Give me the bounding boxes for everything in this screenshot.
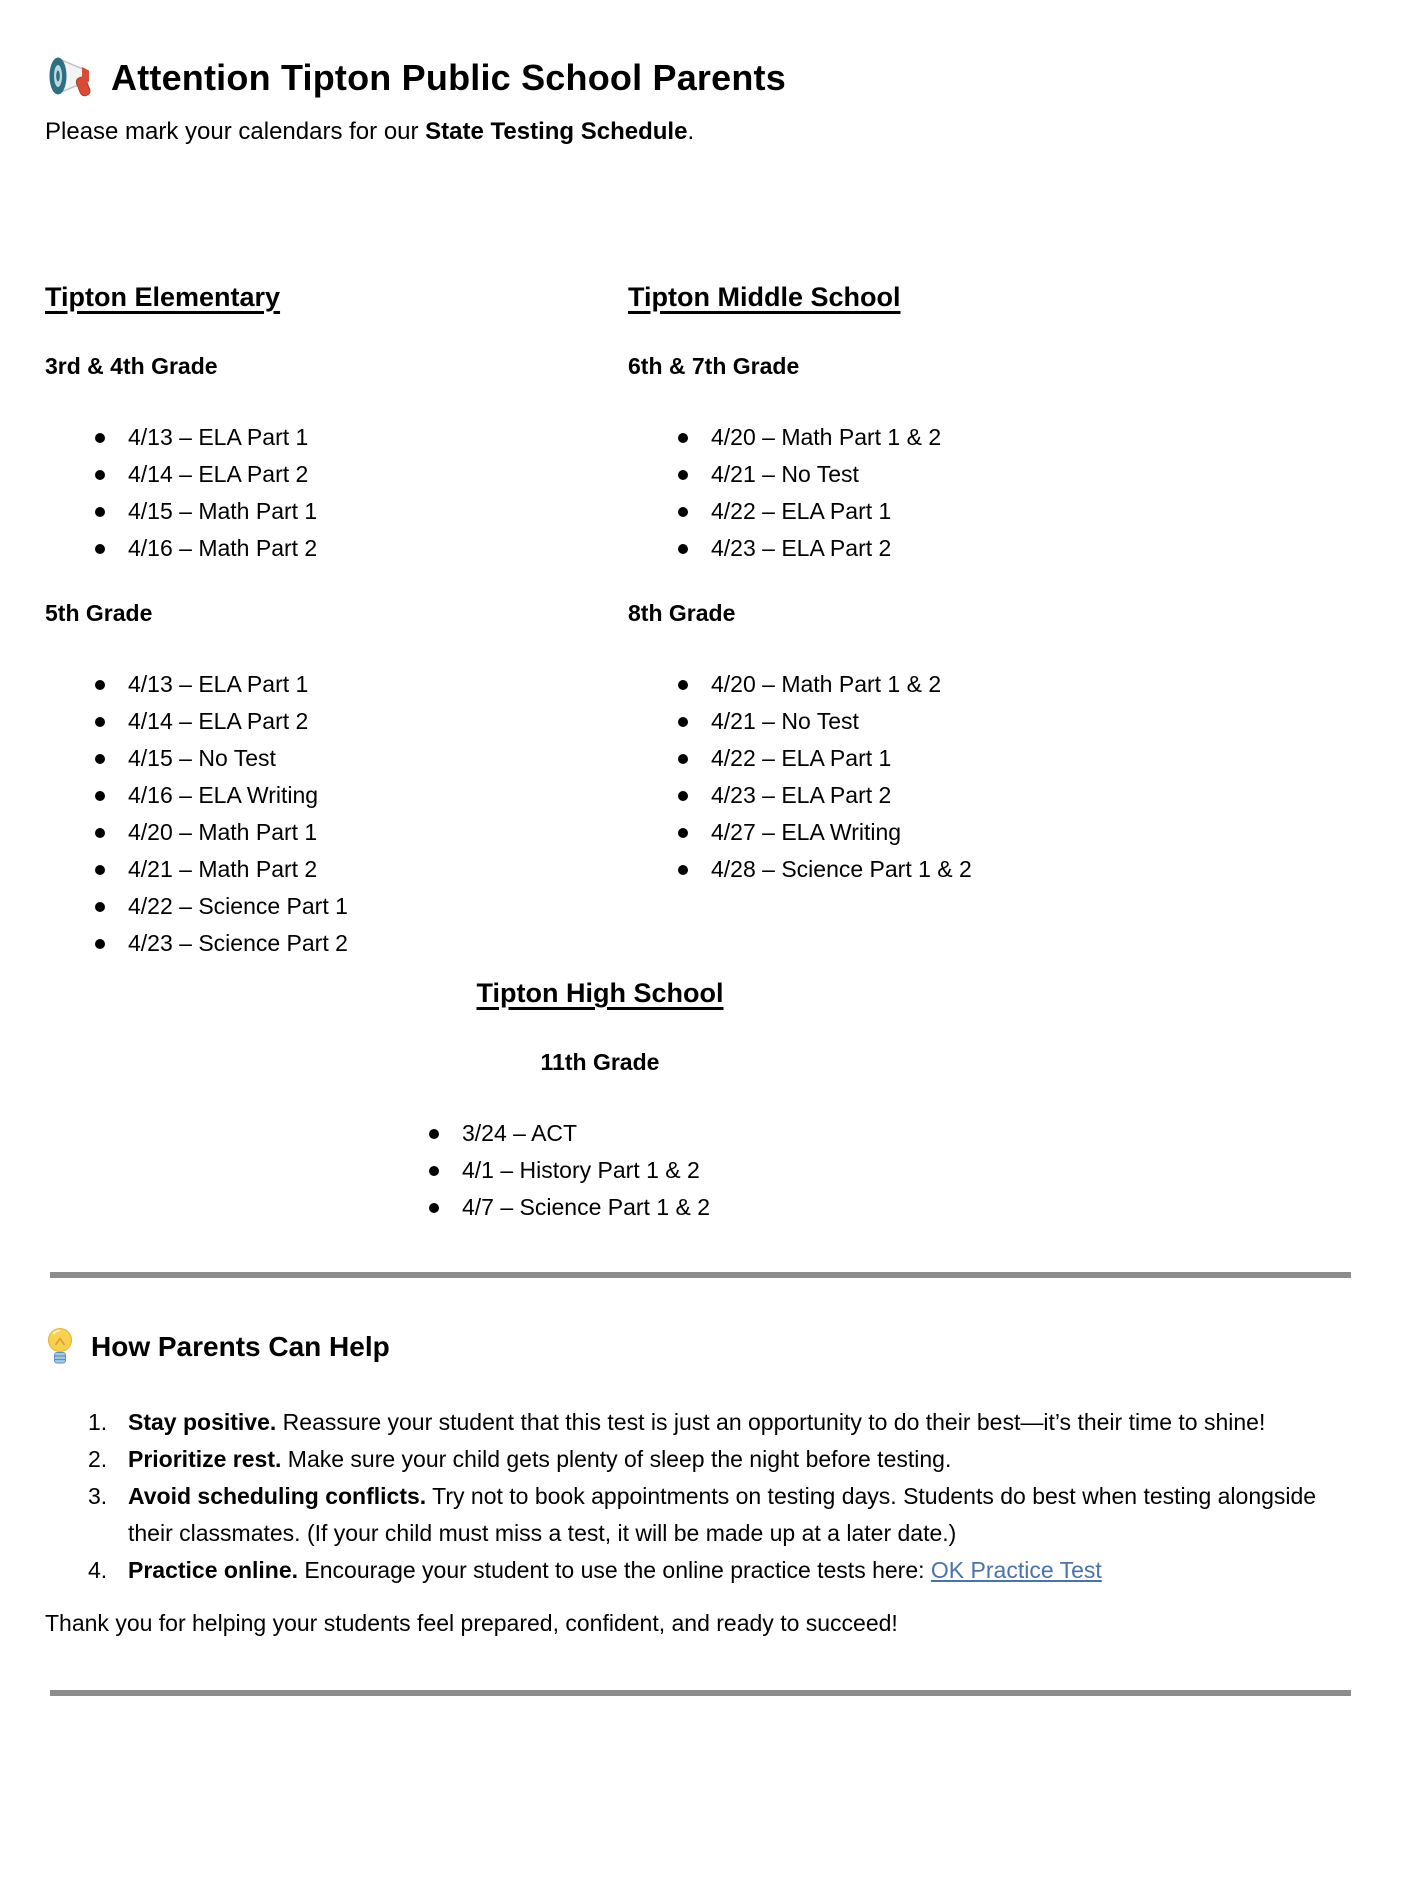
help-item-practice-online: [88, 1552, 1356, 1589]
help-item-prioritize-rest: [88, 1441, 1356, 1478]
help-item-text: Try not to book appointments on testing days. Students do best when testing alongside their classmates. (If your child must miss a test, it will be made up at a later date.): [128, 1483, 1317, 1546]
help-item-text: Reassure your student that this test is just an opportunity to do their best—it’s their time to shine!: [276, 1409, 1266, 1435]
help-item-lead: Avoid scheduling conflicts.: [128, 1483, 427, 1509]
subtitle-text: Please mark your calendars for our: [45, 118, 426, 145]
high-school-section: [300, 978, 900, 1226]
test-date-list-5th: [45, 666, 628, 962]
grade-heading-11th: 11th Grade: [540, 1049, 660, 1075]
closing-text: Thank you for helping your students feel prepared, confident, and ready to succeed!: [45, 1610, 898, 1636]
test-date-list-8th: [628, 666, 1356, 888]
schedule-columns: [45, 282, 1356, 962]
elementary-school-section: [45, 282, 628, 962]
subtitle-bold-text: State Testing Schedule: [425, 118, 688, 145]
megaphone-icon: [45, 52, 97, 104]
test-date-item: 4/20 – Math Part 1 & 2: [711, 666, 1356, 703]
help-item-lead: Practice online.: [128, 1557, 299, 1583]
test-date-item: 4/27 – ELA Writing: [711, 814, 1356, 851]
middle-school-heading: Tipton Middle School: [628, 282, 901, 312]
test-date-item: 4/21 – No Test: [711, 703, 1356, 740]
test-date-item: 4/22 – Science Part 1: [128, 888, 628, 925]
practice-test-link[interactable]: OK Practice Test: [930, 1557, 1102, 1583]
test-date-item: 4/13 – ELA Part 1: [128, 666, 628, 703]
subtitle-period: .: [687, 118, 695, 145]
lightbulb-icon: [45, 1326, 75, 1368]
test-date-item: 4/14 – ELA Part 2: [128, 456, 628, 493]
test-date-item: 4/16 – Math Part 2: [128, 530, 628, 567]
test-date-item: 4/15 – No Test: [128, 740, 628, 777]
help-heading: How Parents Can Help: [91, 1331, 390, 1362]
test-date-list-6th-7th: [628, 419, 1356, 567]
help-heading-row: [45, 1326, 1356, 1368]
help-section: [45, 1326, 1356, 1642]
document-header: [45, 52, 1356, 104]
help-item-number: 1.: [88, 1409, 108, 1435]
test-date-item: 4/16 – ELA Writing: [128, 777, 628, 814]
test-date-item: 4/7 – Science Part 1 & 2: [462, 1189, 900, 1226]
high-school-heading: Tipton High School: [476, 978, 724, 1008]
test-date-item: 4/15 – Math Part 1: [128, 493, 628, 530]
test-date-item: 4/1 – History Part 1 & 2: [462, 1152, 900, 1189]
test-date-item: 4/20 – Math Part 1: [128, 814, 628, 851]
middle-school-section: [628, 282, 1356, 962]
test-date-item: 4/14 – ELA Part 2: [128, 703, 628, 740]
test-date-item: 4/22 – ELA Part 1: [711, 740, 1356, 777]
grade-heading-8th: 8th Grade: [628, 600, 736, 626]
help-item-text: Make sure your child gets plenty of sleep the night before testing.: [281, 1446, 952, 1472]
section-divider-bottom: [50, 1690, 1351, 1696]
test-date-item: 4/20 – Math Part 1 & 2: [711, 419, 1356, 456]
elementary-school-heading: Tipton Elementary: [45, 282, 281, 312]
test-date-item: 4/23 – ELA Part 2: [711, 530, 1356, 567]
help-item-stay-positive: [88, 1404, 1356, 1441]
test-date-item: 4/21 – Math Part 2: [128, 851, 628, 888]
grade-heading-6th-7th: 6th & 7th Grade: [628, 353, 800, 379]
help-list: [45, 1404, 1356, 1589]
test-date-item: 4/21 – No Test: [711, 456, 1356, 493]
test-date-item: 4/23 – Science Part 2: [128, 925, 628, 962]
test-date-item: 4/22 – ELA Part 1: [711, 493, 1356, 530]
help-item-lead: Prioritize rest.: [128, 1446, 282, 1472]
test-date-item: 4/23 – ELA Part 2: [711, 777, 1356, 814]
help-item-number: 4.: [88, 1557, 108, 1583]
help-item-number: 3.: [88, 1483, 108, 1509]
test-date-item: 4/28 – Science Part 1 & 2: [711, 851, 1356, 888]
subtitle: [45, 116, 1356, 148]
test-date-item: 4/13 – ELA Part 1: [128, 419, 628, 456]
page-title: Attention Tipton Public School Parents: [111, 57, 786, 98]
grade-heading-3rd-4th: 3rd & 4th Grade: [45, 353, 218, 379]
grade-heading-5th: 5th Grade: [45, 600, 153, 626]
test-date-list-11th: [300, 1115, 900, 1226]
help-item-lead: Stay positive.: [128, 1409, 277, 1435]
section-divider-top: [50, 1272, 1351, 1278]
test-date-item: 3/24 – ACT: [462, 1115, 900, 1152]
help-item-text: Encourage your student to use the online practice tests here:: [298, 1557, 931, 1583]
test-date-list-3rd-4th: [45, 419, 628, 567]
help-item-number: 2.: [88, 1446, 108, 1472]
help-item-avoid-conflicts: [88, 1478, 1356, 1552]
